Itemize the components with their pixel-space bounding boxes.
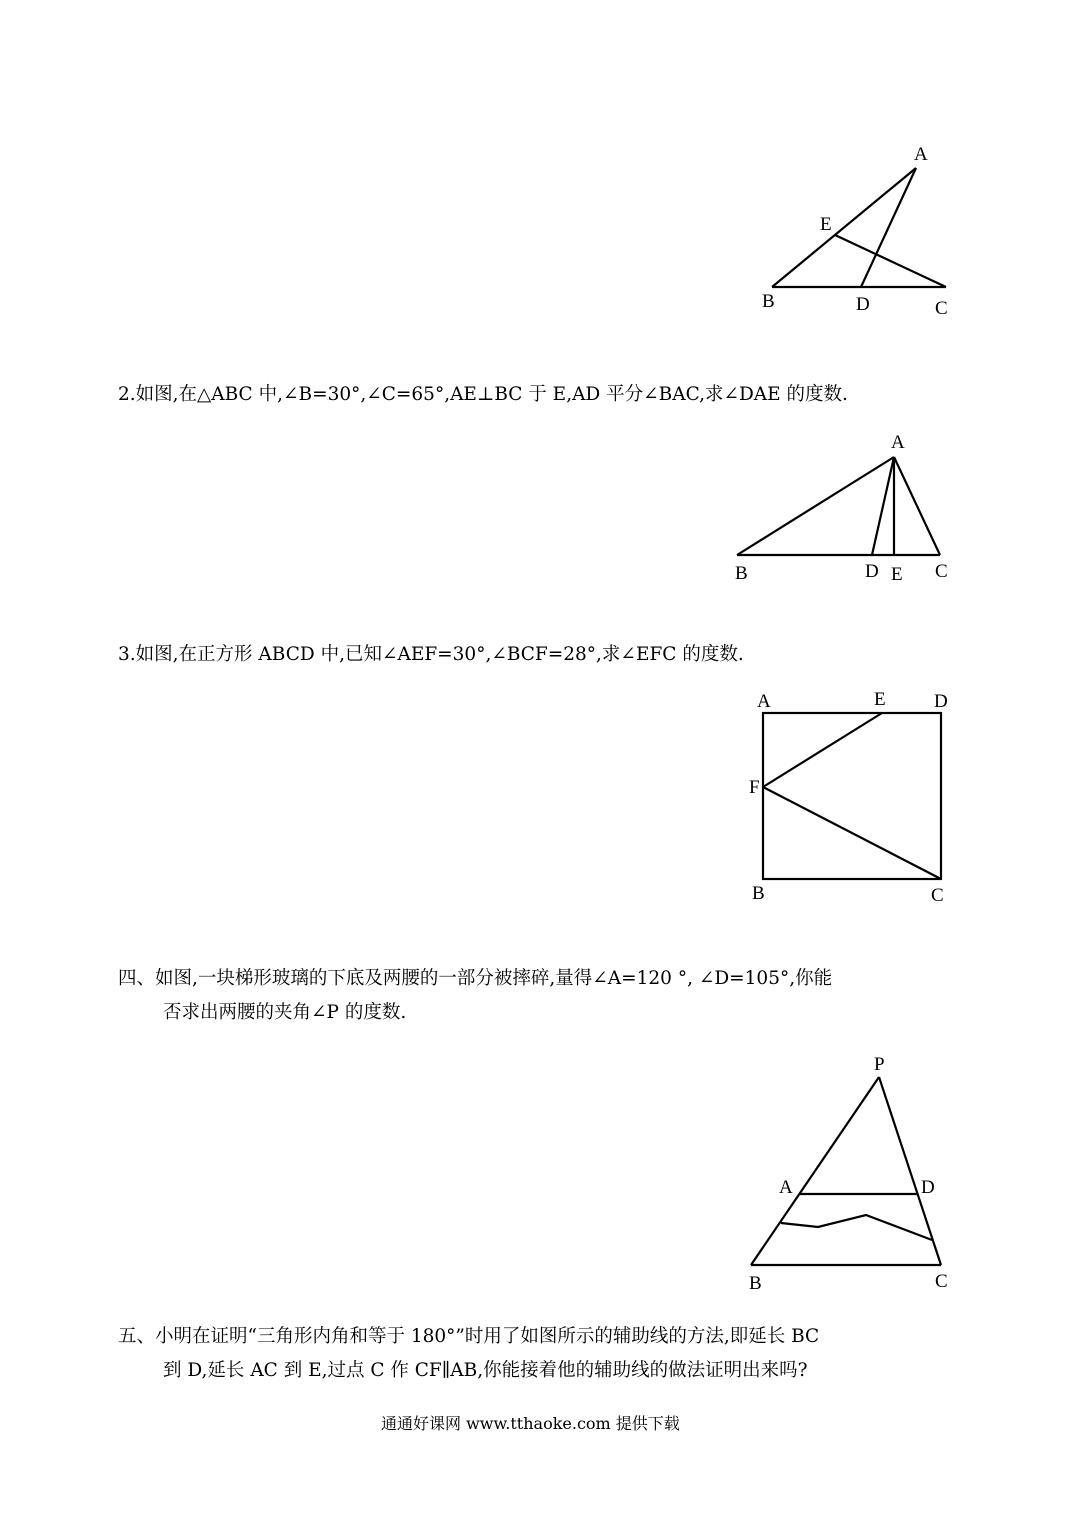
fig3-label-A: A [757,691,771,712]
fig2-label-E: E [891,564,903,585]
footer-text: 通通好课网 www.tthaoke.com 提供下载 [381,1414,680,1433]
fig4-break-line [781,1215,932,1240]
fig4-label-P: P [874,1054,885,1075]
fig3-label-F: F [749,777,760,798]
problem-2-text: 2.如图,在△ABC 中,∠B=30°,∠C=65°,AE⊥BC 于 E,AD 平分∠BAC,求∠DAE 的度数. [118,384,848,405]
problem-3-text: 3.如图,在正方形 ABCD 中,已知∠AEF=30°,∠BCF=28°,求∠EFC 的度数. [118,644,744,665]
problem-5-line-1: 五、小明在证明“三角形内角和等于 180°”时用了如图所示的辅助线的方法,即延长 BC [118,1326,820,1347]
fig4-label-B: B [749,1273,762,1294]
fig4-segment-PC [879,1077,941,1265]
problem-5-line-2: 到 D,延长 AC 到 E,过点 C 作 CF∥AB,你能接着他的辅助线的做法证明出来吗? [163,1360,808,1381]
fig3-label-B: B [752,883,765,904]
fig1-label-E: E [820,214,832,235]
fig4-label-D: D [921,1177,935,1198]
fig2-label-B: B [735,563,748,584]
fig2-label-A: A [891,432,905,453]
fig3-label-E: E [874,689,886,710]
fig1-label-C: C [935,298,948,319]
fig4-label-A: A [779,1177,793,1198]
fig1-label-A: A [914,144,928,165]
problem-4-line-2: 否求出两腰的夹角∠P 的度数. [163,1002,407,1023]
fig3-label-C: C [931,885,944,906]
fig2-label-C: C [935,561,948,582]
fig2-label-D: D [865,561,879,582]
fig1-label-B: B [762,291,775,312]
problem-4-line-1: 四、如图,一块梯形玻璃的下底及两腰的一部分被摔碎,量得∠A=120 °, ∠D=105°,你能 [118,968,833,989]
fig3-label-D: D [934,691,948,712]
fig1-label-D: D [856,294,870,315]
fig4-segment-PB [751,1077,879,1265]
fig4-label-C: C [935,1271,948,1292]
